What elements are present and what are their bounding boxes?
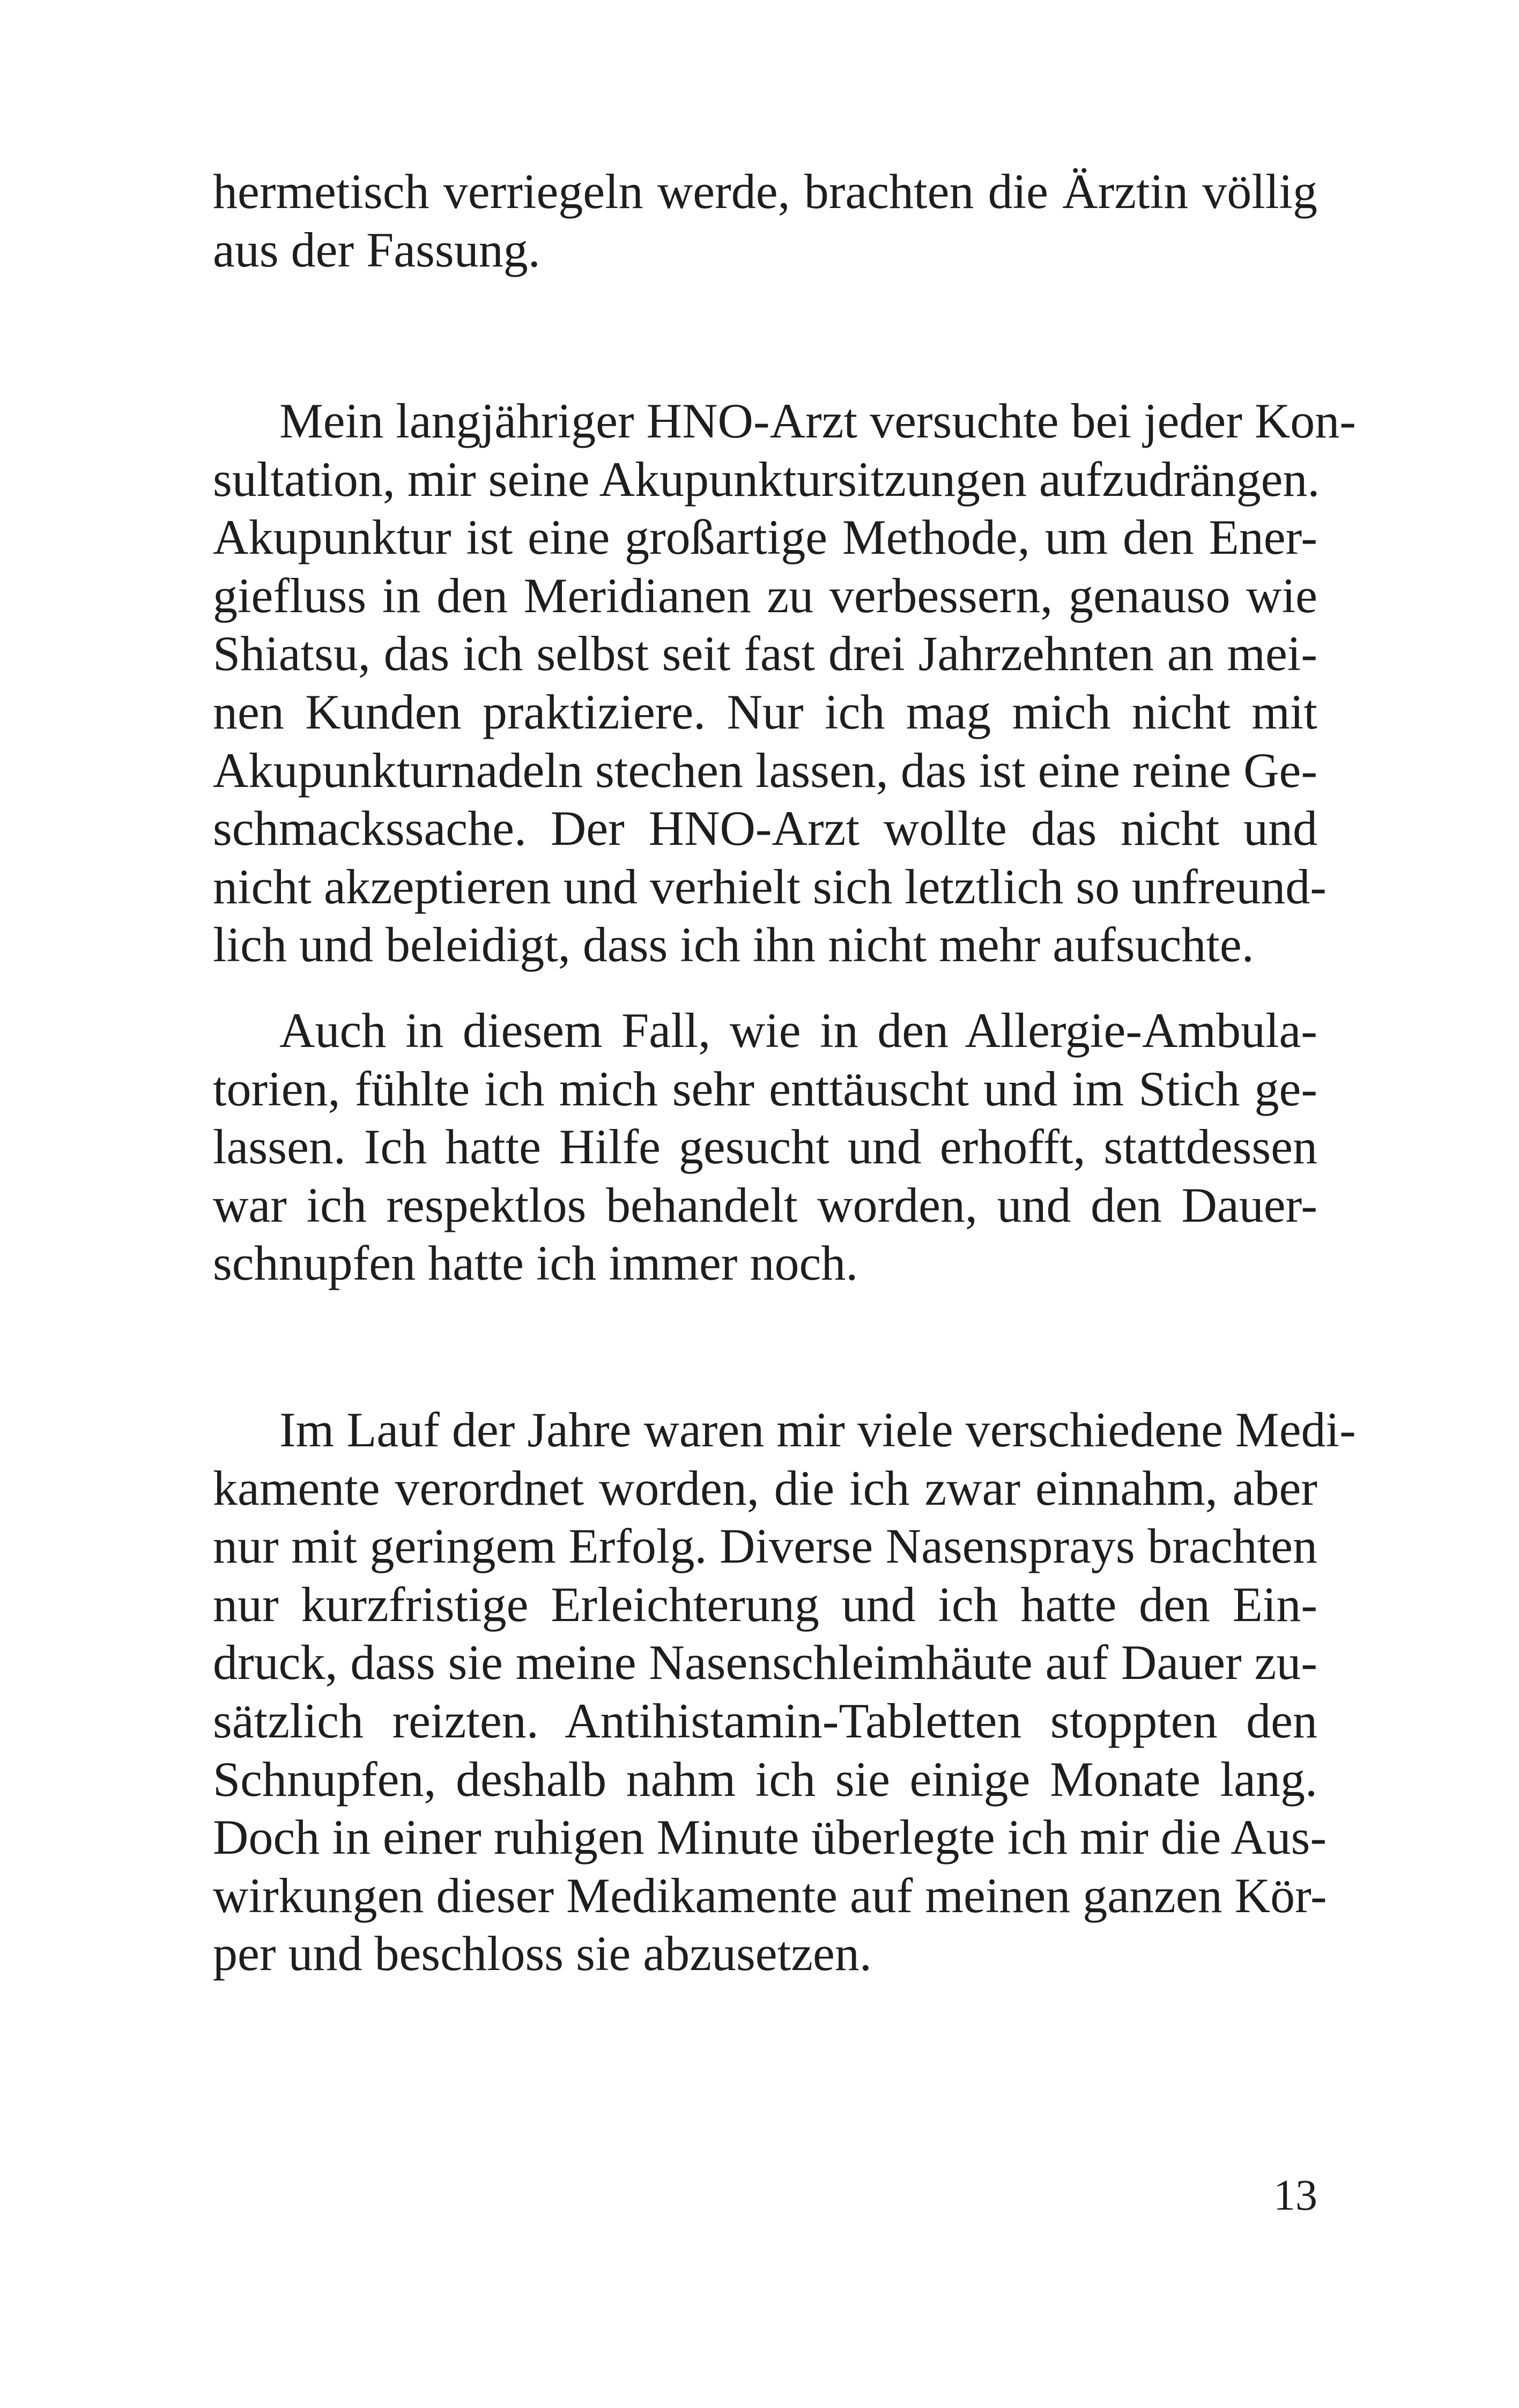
text-line: nen Kunden praktiziere. Nur ich mag mich nicht mit: [213, 684, 1317, 739]
text-line: lich und beleidigt, dass ich ihn nicht mehr aufsuchte.: [213, 917, 1254, 972]
paragraph-allergie: [213, 1001, 1317, 1292]
text-line: hermetisch verriegeln werde, brachten die Ärztin völlig: [213, 164, 1317, 219]
text-line: giefluss in den Meridianen zu verbessern, genauso wie: [213, 568, 1317, 623]
text-line: wirkungen dieser Medikamente auf meinen ganzen Kör-: [213, 1868, 1327, 1923]
text-line: nur mit geringem Erfolg. Diverse Nasensprays brachten: [213, 1519, 1317, 1574]
text-line: war ich respektlos behandelt worden, und den Dauer-: [213, 1177, 1317, 1232]
text-line: Schnupfen, deshalb nahm ich sie einige Monate lang.: [213, 1751, 1317, 1807]
text-line: lassen. Ich hatte Hilfe gesucht und erhofft, stattdessen: [213, 1119, 1317, 1175]
text-line: sätzlich reizten. Antihistamin-Tabletten stoppten den: [213, 1693, 1317, 1748]
paragraph-hno-arzt: [213, 392, 1356, 974]
text-line: Auch in diesem Fall, wie in den Allergie-Ambula-: [279, 1003, 1317, 1058]
text-line: sultation, mir seine Akupunktursitzungen aufzudrängen.: [213, 451, 1320, 507]
text-line: Im Lauf der Jahre waren mir viele verschiedene Medi-: [279, 1402, 1356, 1457]
text-line: Shiatsu, das ich selbst seit fast drei Jahrzehnten an mei-: [213, 626, 1317, 681]
text-line: aus der Fassung.: [213, 222, 540, 277]
text-line: schnupfen hatte ich immer noch.: [213, 1236, 858, 1291]
text-line: Mein langjähriger HNO-Arzt versuchte bei jeder Kon-: [279, 393, 1356, 448]
text-line: druck, dass sie meine Nasenschleimhäute auf Dauer zu-: [213, 1635, 1317, 1690]
text-line: torien, fühlte ich mich sehr enttäuscht und im Stich ge-: [213, 1061, 1317, 1116]
text-line: per und beschloss sie abzusetzen.: [213, 1926, 872, 1981]
text-line: kamente verordnet worden, die ich zwar einnahm, aber: [213, 1460, 1317, 1515]
text-line: Akupunkturnadeln stechen lassen, das ist eine reine Ge-: [213, 742, 1317, 798]
text-line: nur kurzfristige Erleichterung und ich hatte den Ein-: [213, 1577, 1317, 1632]
text-line: nicht akzeptieren und verhielt sich letztlich so unfreund-: [213, 859, 1327, 914]
page-number: 13: [1273, 2171, 1317, 2219]
paragraph-medikamente: [213, 1401, 1356, 1983]
text-line: Doch in einer ruhigen Minute überlegte ich mir die Aus-: [213, 1810, 1327, 1865]
text-line: schmackssache. Der HNO-Arzt wollte das nicht und: [213, 801, 1317, 856]
paragraph-continuation: [213, 162, 1317, 279]
text-line: Akupunktur ist eine großartige Methode, um den Ener-: [213, 510, 1317, 565]
